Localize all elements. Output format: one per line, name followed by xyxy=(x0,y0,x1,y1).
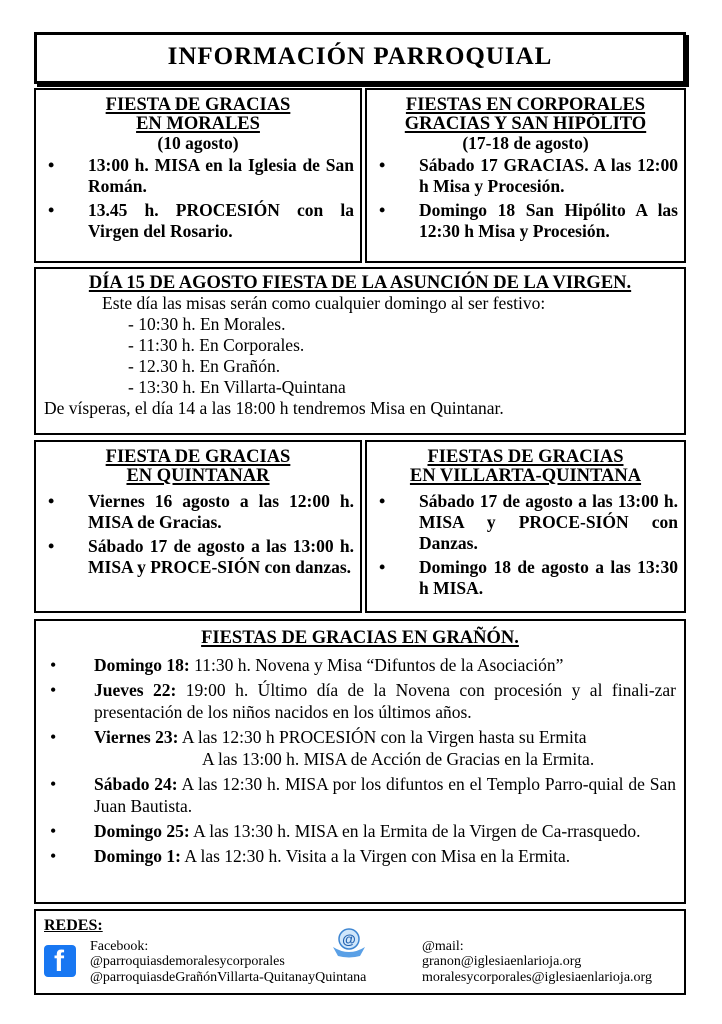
list-item: • Viernes 16 agosto a las 12:00 h. MISA de Gracias. xyxy=(42,491,354,533)
granon-day: Jueves 22: xyxy=(94,680,177,700)
villarta-title-2: EN VILLARTA-QUINTANA xyxy=(409,466,642,486)
asuncion-time: - 11:30 h. En Corporales. xyxy=(128,335,305,355)
facebook-handle-2[interactable]: @parroquiasdeGrañónVillarta-QuitanayQuintana xyxy=(90,970,367,985)
granon-text: 19:00 h. Último día de la Novena con procesión y al finali-zar presentación de los niños nacidos en los últimos años. xyxy=(94,680,677,722)
morales-date: (10 agosto) xyxy=(157,133,239,153)
list-item: • Sábado 17 de agosto a las 13:00 h. MISA y PROCE-SIÓN con danzas. xyxy=(42,536,354,578)
granon-day: Viernes 23: xyxy=(94,727,179,747)
morales-section xyxy=(34,88,362,263)
list-item xyxy=(44,820,676,842)
list-item xyxy=(44,679,676,723)
granon-text-cont: A las 13:00 h. MISA de Acción de Gracias en la Ermita. xyxy=(202,749,595,769)
quintanar-title-1: FIESTA DE GRACIAS xyxy=(105,447,291,467)
list-item: • 13.45 h. PROCESIÓN con la Virgen del Rosario. xyxy=(42,200,354,242)
granon-text: 11:30 h. Novena y Misa “Difuntos de la Asociación” xyxy=(189,655,564,675)
corporales-date: (17-18 de agosto) xyxy=(462,133,589,153)
asuncion-note: De vísperas, el día 14 a las 18:00 h tendremos Misa en Quintanar. xyxy=(44,398,504,418)
morales-title-2: EN MORALES xyxy=(136,114,260,134)
villarta-list xyxy=(373,491,678,599)
quintanar-title-2: EN QUINTANAR xyxy=(126,466,270,486)
quintanar-section xyxy=(34,440,362,613)
list-item: • Sábado 17 GRACIAS. A las 12:00 h Misa y Procesión. xyxy=(373,155,678,197)
quintanar-heading xyxy=(42,448,354,486)
redes-title: REDES: xyxy=(44,917,103,934)
page-title: INFORMACIÓN PARROQUIAL xyxy=(167,43,553,70)
asuncion-time: - 12.30 h. En Grañón. xyxy=(128,356,281,376)
corporales-heading xyxy=(373,96,678,134)
granon-text: A las 12:30 h. Visita a la Virgen con Misa en la Ermita. xyxy=(181,846,571,866)
morales-heading xyxy=(42,96,354,134)
morales-title-1: FIESTA DE GRACIAS xyxy=(105,95,291,115)
quintanar-list xyxy=(42,491,354,578)
list-item: • Domingo 18 de agosto a las 13:30 h MISA. xyxy=(373,557,678,599)
list-item xyxy=(44,726,676,770)
granon-text: A las 13:30 h. MISA en la Ermita de la Virgen de Ca-rrasquedo. xyxy=(189,821,641,841)
granon-text: A las 12:30 h. MISA por los difuntos en el Templo Parro-quial de San Juan Bautista. xyxy=(94,774,676,816)
svg-text:@: @ xyxy=(342,931,356,947)
morales-list xyxy=(42,155,354,242)
granon-list xyxy=(44,654,676,867)
granon-text: A las 12:30 h PROCESIÓN con la Virgen hasta su Ermita xyxy=(178,727,587,747)
asuncion-time: - 13:30 h. En Villarta-Quintana xyxy=(128,377,346,397)
facebook-icon[interactable]: f xyxy=(44,945,76,977)
corporales-list xyxy=(373,155,678,242)
list-item: • Domingo 18 San Hipólito A las 12:30 h Misa y Procesión. xyxy=(373,200,678,242)
asuncion-title: DÍA 15 DE AGOSTO FIESTA DE LA ASUNCIÓN DE LA VIRGEN. xyxy=(88,273,632,293)
granon-section xyxy=(34,619,686,904)
granon-day: Domingo 18: xyxy=(94,655,190,675)
asuncion-section xyxy=(34,267,686,435)
facebook-label: Facebook: xyxy=(90,939,149,954)
villarta-title-1: FIESTAS DE GRACIAS xyxy=(427,447,624,467)
redes-section xyxy=(34,909,686,995)
list-item xyxy=(44,845,676,867)
corporales-section xyxy=(365,88,686,263)
granon-day: Domingo 1: xyxy=(94,846,182,866)
mail-address-2[interactable]: moralesycorporales@iglesiaenlarioja.org xyxy=(422,970,652,985)
list-item xyxy=(44,773,676,817)
granon-day: Sábado 24: xyxy=(94,774,178,794)
mail-address-1[interactable]: granon@iglesiaenlarioja.org xyxy=(422,954,582,969)
list-item: • 13:00 h. MISA en la Iglesia de San Román. xyxy=(42,155,354,197)
asuncion-intro: Este día las misas serán como cualquier domingo al ser festivo: xyxy=(102,293,546,313)
email-icon xyxy=(330,927,368,959)
corporales-title-1: FIESTAS EN CORPORALES xyxy=(405,95,646,115)
asuncion-time: - 10:30 h. En Morales. xyxy=(128,314,286,334)
title-box xyxy=(34,32,686,84)
villarta-section xyxy=(365,440,686,613)
villarta-heading xyxy=(373,448,678,486)
list-item xyxy=(44,654,676,676)
facebook-handle-1[interactable]: @parroquiasdemoralesycorporales xyxy=(90,954,285,969)
granon-day: Domingo 25: xyxy=(94,821,190,841)
granon-title: FIESTAS DE GRACIAS EN GRAÑÓN. xyxy=(201,628,519,648)
corporales-title-2: GRACIAS Y SAN HIPÓLITO xyxy=(404,114,647,134)
mail-label: @mail: xyxy=(422,939,464,954)
list-item: • Sábado 17 de agosto a las 13:00 h. MISA y PROCE-SIÓN con Danzas. xyxy=(373,491,678,554)
